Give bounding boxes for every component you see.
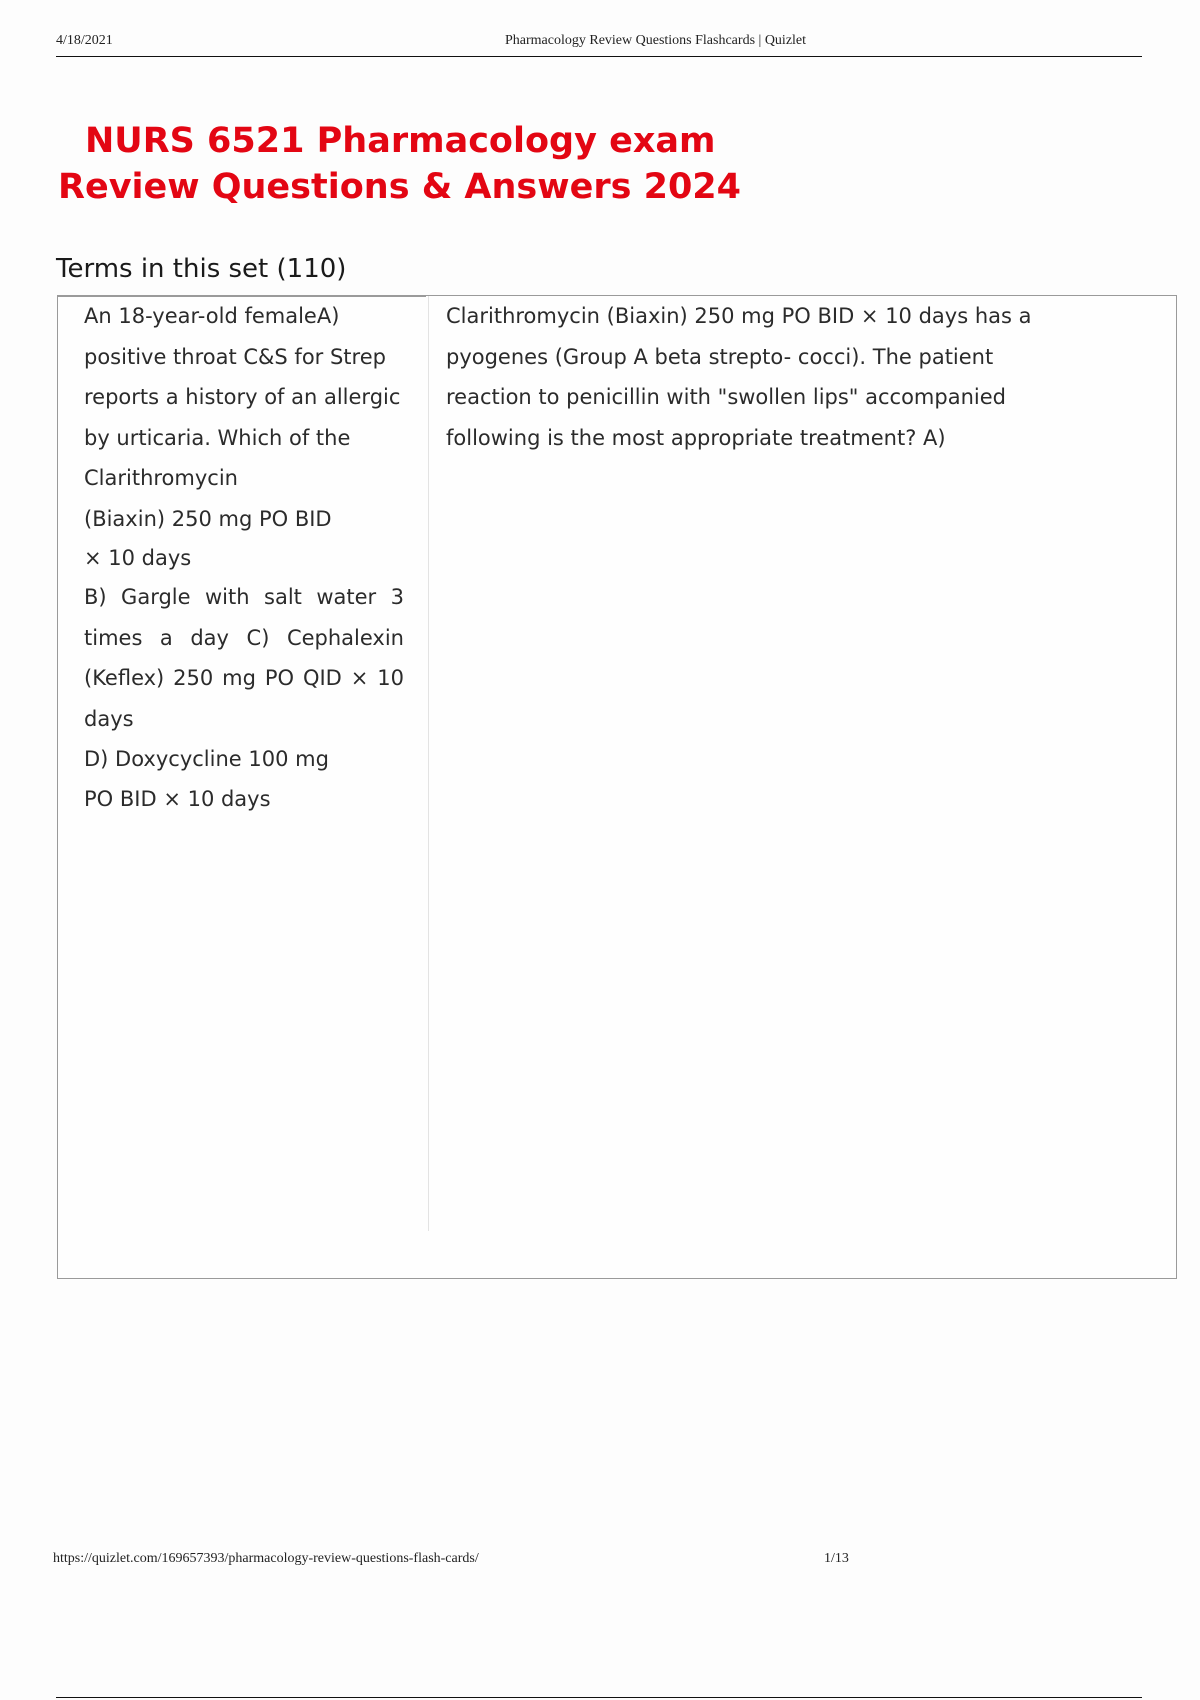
definition-line: following is the most appropriate treatment? A) — [446, 425, 946, 450]
definition-line: Clarithromycin (Biaxin) 250 mg PO BID × 10 days has a — [446, 304, 1032, 328]
print-page-title: Pharmacology Review Questions Flashcards | Quizlet — [505, 33, 807, 48]
term-line: D) Doxycycline 100 mg — [84, 747, 329, 771]
term-line: Clarithromycin — [84, 466, 238, 490]
document-title-line-1: NURS 6521 Pharmacology exam — [85, 121, 716, 161]
term-line: (Biaxin) 250 mg PO BID — [84, 506, 332, 531]
term-line: by urticaria. Which of the — [84, 425, 351, 450]
page-number: 1/13 — [824, 1551, 849, 1566]
flashcard-definition — [446, 296, 1146, 458]
term-line: An 18-year-old femaleA) — [84, 304, 340, 328]
term-line: days — [84, 706, 134, 731]
footer-divider — [56, 1697, 1142, 1698]
header-divider — [56, 56, 1142, 57]
flashcard — [57, 295, 1177, 1279]
document-title-line-2: Review Questions & Answers 2024 — [58, 167, 742, 207]
terms-count-heading: Terms in this set (110) — [56, 254, 347, 284]
term-line: (Keflex) 250 mg PO QID × 10 — [84, 666, 404, 690]
term-line: positive throat C&S for Strep — [84, 344, 386, 369]
definition-line: reaction to penicillin with "swollen lips" accompanied — [446, 385, 1006, 409]
definition-line: pyogenes (Group A beta strepto- cocci). The patient — [446, 344, 994, 369]
term-line: PO BID × 10 days — [84, 786, 271, 811]
term-line: times a day C) Cephalexin — [84, 625, 404, 650]
term-line: B) Gargle with salt water 3 — [84, 585, 404, 609]
term-line: × 10 days — [84, 546, 192, 570]
print-url: https://quizlet.com/169657393/pharmacology-review-questions-flash-cards/ — [53, 1551, 479, 1566]
column-divider — [428, 296, 429, 1231]
print-date: 4/18/2021 — [56, 33, 113, 48]
flashcard-term — [84, 296, 404, 818]
document-title — [58, 118, 838, 210]
term-line: reports a history of an allergic — [84, 385, 401, 409]
